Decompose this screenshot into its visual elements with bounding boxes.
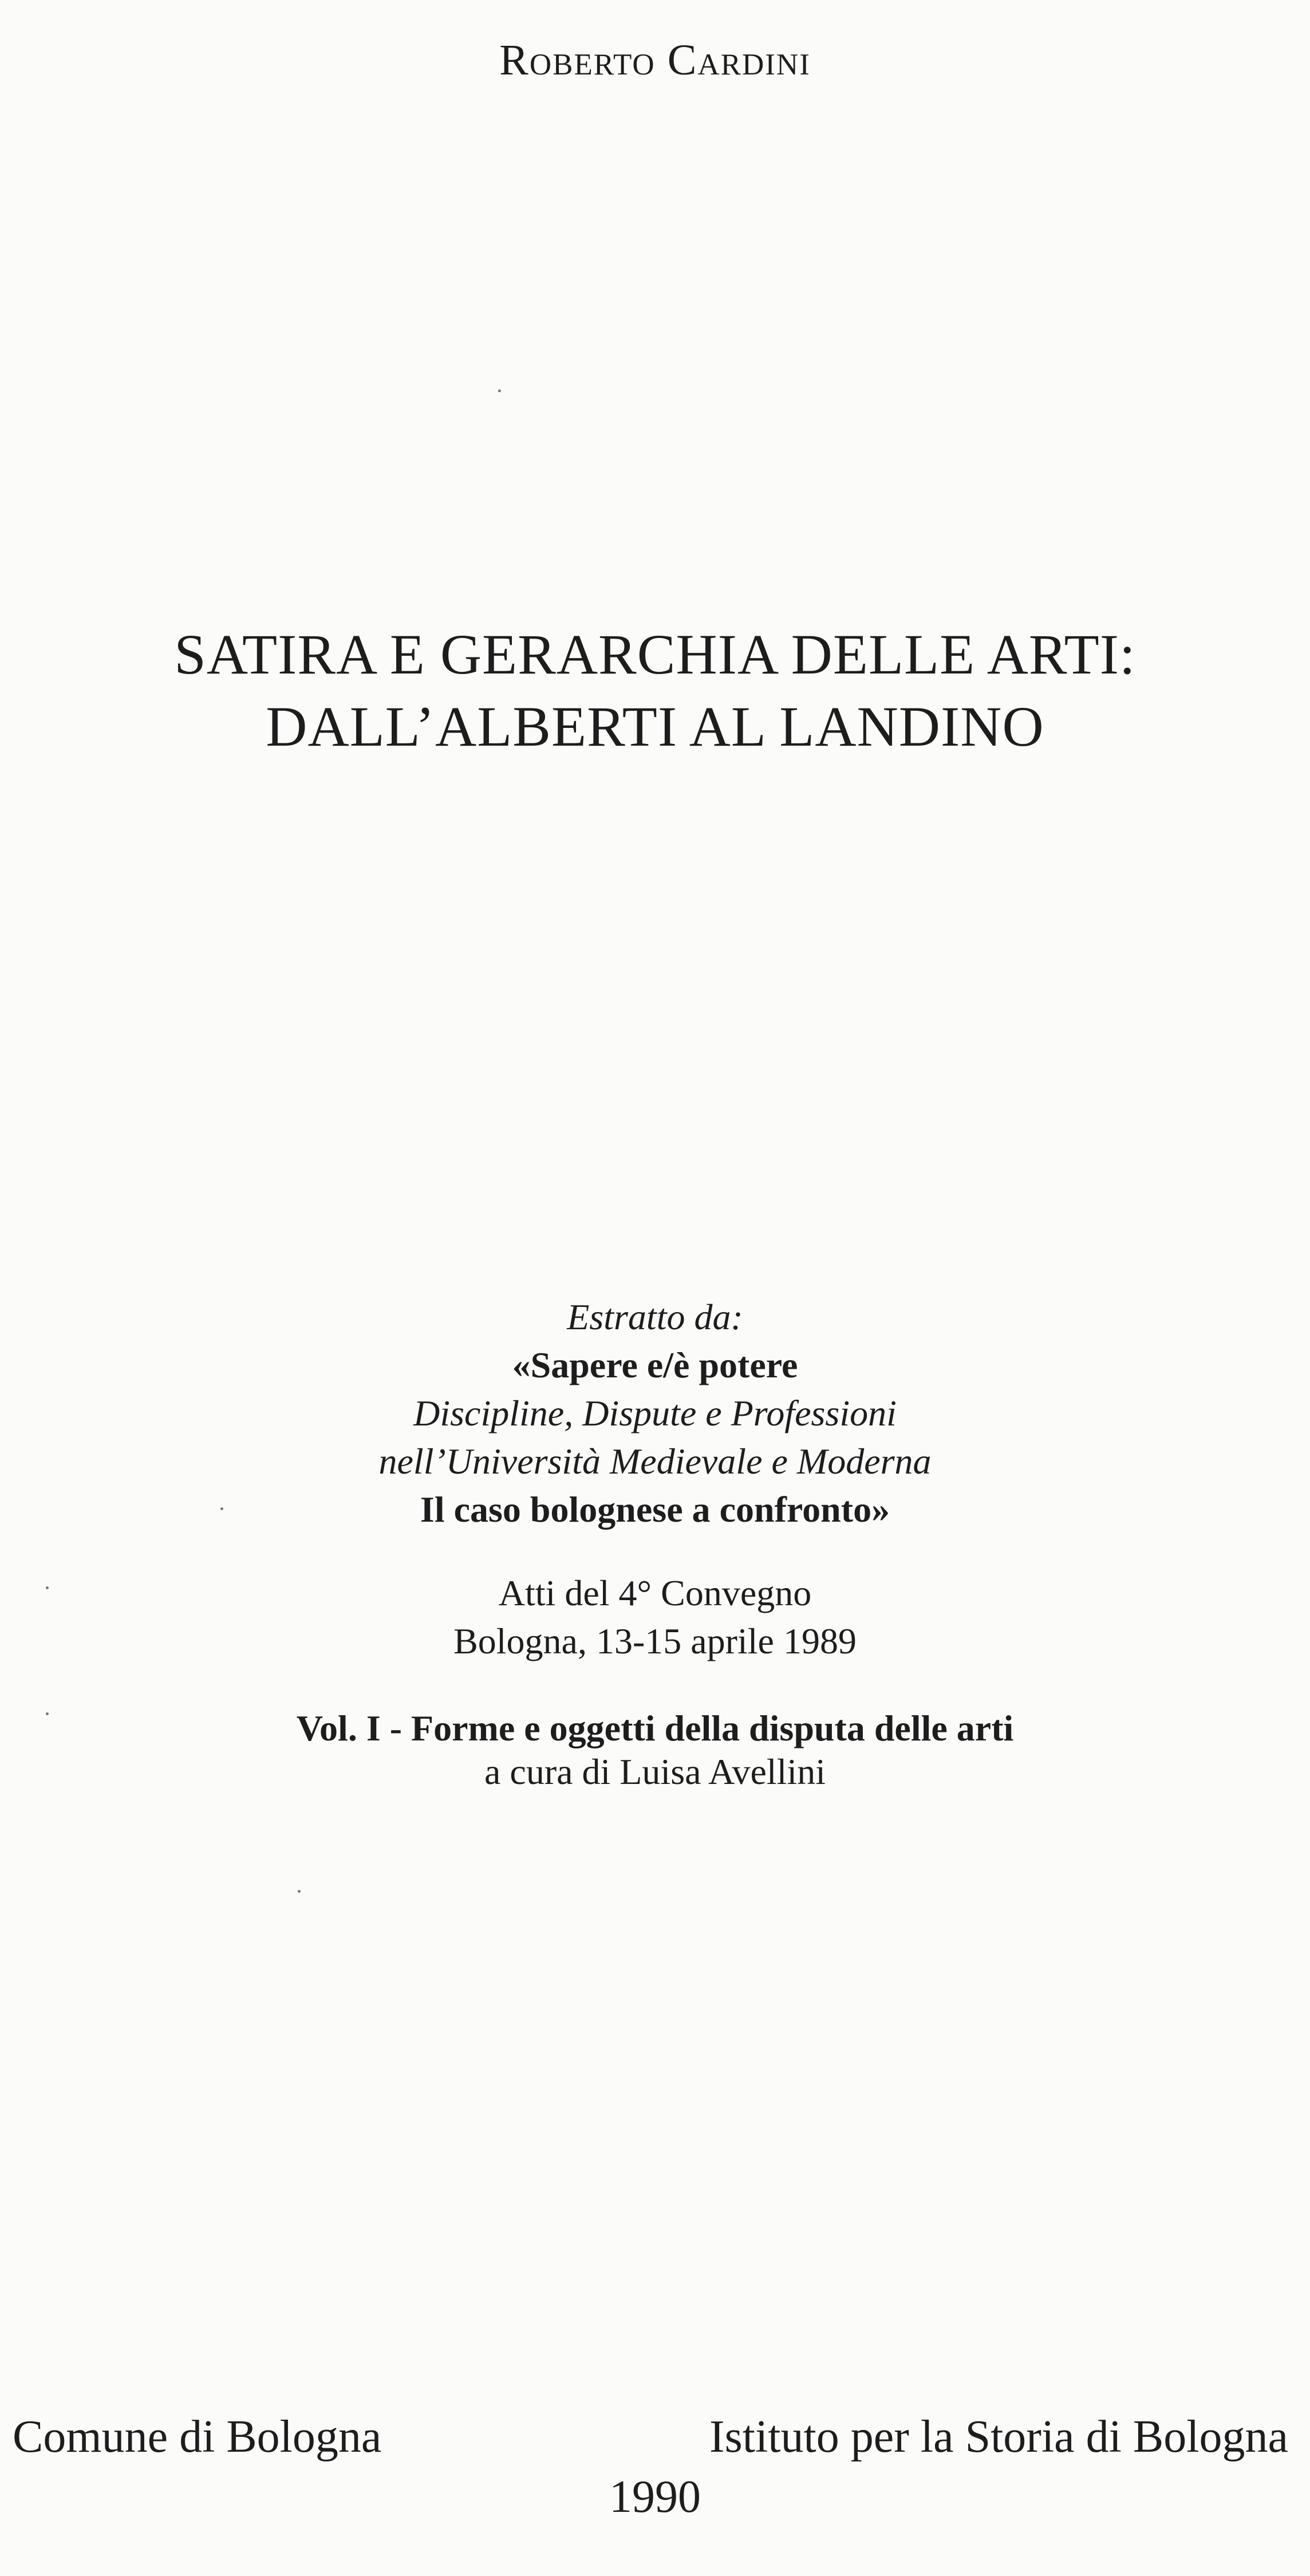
publisher-left: Comune di Bologna xyxy=(13,2412,382,2462)
publication-year: 1990 xyxy=(609,2472,701,2522)
book-subtitle-3: Il caso bolognese a confronto» xyxy=(420,1489,890,1530)
extract-block xyxy=(0,1293,1310,1534)
conference-block xyxy=(0,1569,1310,1665)
book-subtitle-2: nell’Università Medievale e Moderna xyxy=(378,1441,932,1482)
paper-speck xyxy=(46,1712,49,1715)
volume-block xyxy=(0,1707,1310,1794)
title-line-2: DALL’ALBERTI AL LANDINO xyxy=(266,695,1044,758)
paper-speck xyxy=(298,1890,301,1893)
title-line-1: SATIRA E GERARCHIA DELLE ARTI: xyxy=(174,623,1136,686)
volume-editor: a cura di Luisa Avellini xyxy=(484,1751,826,1792)
extract-label: Estratto da: xyxy=(567,1297,743,1337)
book-title: «Sapere e/è potere xyxy=(512,1345,798,1385)
publisher-right: Istituto per la Storia di Bologna xyxy=(709,2412,1288,2462)
paper-speck xyxy=(46,1586,49,1589)
conference-line-1: Atti del 4° Convegno xyxy=(498,1573,812,1613)
book-subtitle-1: Discipline, Dispute e Professioni xyxy=(413,1393,897,1433)
conference-line-2: Bologna, 13-15 aprile 1989 xyxy=(453,1621,857,1661)
paper-speck xyxy=(220,1507,223,1510)
paper-speck xyxy=(498,389,501,392)
volume-title: Vol. I - Forme e oggetti della disputa delle arti xyxy=(296,1708,1014,1748)
author-name: Roberto Cardini xyxy=(499,36,811,84)
article-title xyxy=(0,619,1310,763)
